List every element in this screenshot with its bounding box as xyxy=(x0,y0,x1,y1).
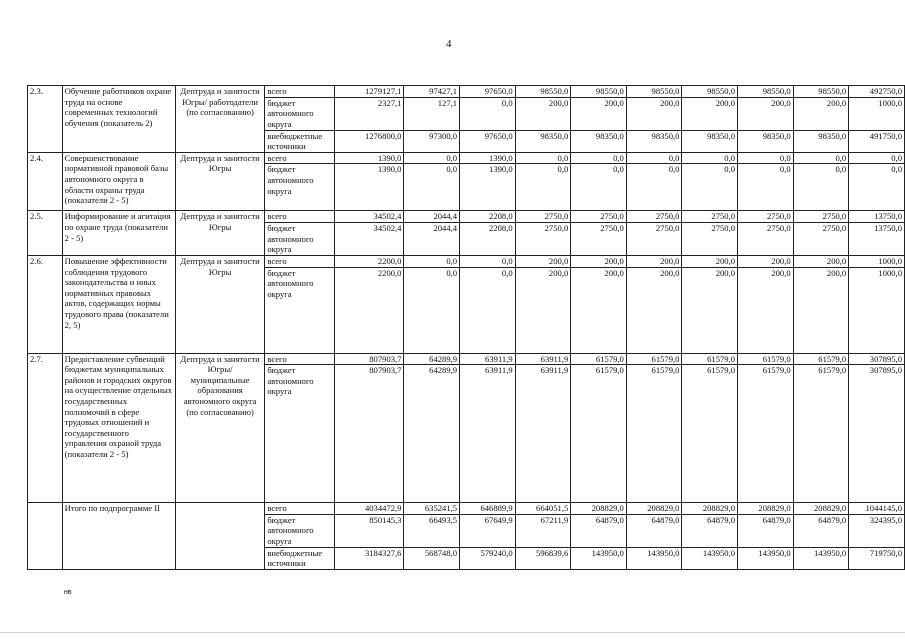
executor: Дептруда и занятости Югры/ муниципальные образования автономного округа (по согласованию) xyxy=(175,353,264,503)
program-table-wrap xyxy=(27,85,905,570)
measure-title: Повышение эффективности соблюдения трудового законодательства и иных нормативных правовых актов, содержащих нормы трудового права (показатели 2, 5) xyxy=(62,255,175,353)
amount-cell: 0,0 xyxy=(404,164,460,211)
funding-source: всего xyxy=(265,255,335,267)
row-number: 2.4. xyxy=(28,152,63,211)
amount-cell: 3184327,6 xyxy=(335,547,404,569)
amount-cell: 63911,9 xyxy=(460,353,516,365)
funding-source: бюджет автономного округа xyxy=(265,164,335,211)
footer-mark: нв xyxy=(64,589,72,596)
amount-cell: 98550,0 xyxy=(626,86,682,98)
amount-cell: 61579,0 xyxy=(626,353,682,365)
amount-cell: 2750,0 xyxy=(738,222,794,255)
amount-cell: 2750,0 xyxy=(626,222,682,255)
executor: Дептруда и занятости Югры xyxy=(175,152,264,211)
executor xyxy=(175,503,264,570)
table-row xyxy=(28,503,905,515)
funding-source: бюджет автономного округа xyxy=(265,365,335,503)
amount-cell: 0,0 xyxy=(682,164,738,211)
amount-cell: 200,0 xyxy=(682,97,738,130)
amount-cell: 97427,1 xyxy=(404,86,460,98)
amount-cell: 324395,0 xyxy=(849,514,905,547)
amount-cell: 143950,0 xyxy=(571,547,627,569)
amount-cell: 200,0 xyxy=(626,97,682,130)
amount-cell: 63911,9 xyxy=(515,365,571,503)
amount-cell: 143950,0 xyxy=(626,547,682,569)
amount-cell: 1000,0 xyxy=(849,267,905,353)
amount-cell: 200,0 xyxy=(515,97,571,130)
amount-cell: 2208,0 xyxy=(460,222,516,255)
row-number: 2.7. xyxy=(28,353,63,503)
amount-cell: 200,0 xyxy=(682,267,738,353)
amount-cell: 0,0 xyxy=(460,97,516,130)
amount-cell: 98350,0 xyxy=(515,130,571,152)
amount-cell: 2327,1 xyxy=(335,97,404,130)
amount-cell: 1390,0 xyxy=(460,152,516,164)
funding-source: бюджет автономного округа xyxy=(265,97,335,130)
amount-cell: 2750,0 xyxy=(571,211,627,223)
amount-cell: 208829,0 xyxy=(571,503,627,515)
amount-cell: 0,0 xyxy=(460,267,516,353)
amount-cell: 200,0 xyxy=(793,255,849,267)
amount-cell: 850145,3 xyxy=(335,514,404,547)
amount-cell: 61579,0 xyxy=(793,365,849,503)
amount-cell: 2750,0 xyxy=(793,211,849,223)
amount-cell: 200,0 xyxy=(515,267,571,353)
funding-source: бюджет автономного округа xyxy=(265,267,335,353)
amount-cell: 719750,0 xyxy=(849,547,905,569)
amount-cell: 64879,0 xyxy=(571,514,627,547)
amount-cell: 64289,9 xyxy=(404,353,460,365)
amount-cell: 34502,4 xyxy=(335,211,404,223)
amount-cell: 0,0 xyxy=(793,152,849,164)
amount-cell: 4034472,9 xyxy=(335,503,404,515)
amount-cell: 0,0 xyxy=(626,152,682,164)
measure-title: Информирование и агитация по охране труда (показатели 2 - 5) xyxy=(62,211,175,256)
amount-cell: 97300,0 xyxy=(404,130,460,152)
amount-cell: 0,0 xyxy=(515,152,571,164)
funding-source: всего xyxy=(265,86,335,98)
amount-cell: 97650,0 xyxy=(460,86,516,98)
amount-cell: 208829,0 xyxy=(682,503,738,515)
amount-cell: 1276800,0 xyxy=(335,130,404,152)
amount-cell: 2200,0 xyxy=(335,255,404,267)
amount-cell: 2750,0 xyxy=(515,211,571,223)
amount-cell: 200,0 xyxy=(626,255,682,267)
amount-cell: 0,0 xyxy=(738,152,794,164)
funding-source: бюджет автономного округа xyxy=(265,514,335,547)
amount-cell: 67211,9 xyxy=(515,514,571,547)
funding-source: всего xyxy=(265,152,335,164)
amount-cell: 64879,0 xyxy=(738,514,794,547)
amount-cell: 492750,0 xyxy=(849,86,905,98)
amount-cell: 64879,0 xyxy=(626,514,682,547)
amount-cell: 61579,0 xyxy=(793,353,849,365)
funding-source: всего xyxy=(265,503,335,515)
amount-cell: 61579,0 xyxy=(738,365,794,503)
amount-cell: 0,0 xyxy=(849,152,905,164)
amount-cell: 2750,0 xyxy=(626,211,682,223)
row-number: 2.3. xyxy=(28,86,63,153)
amount-cell: 2750,0 xyxy=(793,222,849,255)
amount-cell: 64289,9 xyxy=(404,365,460,503)
scan-edge-line xyxy=(0,632,905,633)
amount-cell: 0,0 xyxy=(571,164,627,211)
amount-cell: 0,0 xyxy=(849,164,905,211)
amount-cell: 2750,0 xyxy=(515,222,571,255)
amount-cell: 143950,0 xyxy=(793,547,849,569)
amount-cell: 0,0 xyxy=(404,255,460,267)
amount-cell: 2200,0 xyxy=(335,267,404,353)
table-row xyxy=(28,152,905,164)
amount-cell: 67649,9 xyxy=(460,514,516,547)
funding-source: всего xyxy=(265,211,335,223)
amount-cell: 596839,6 xyxy=(515,547,571,569)
amount-cell: 208829,0 xyxy=(738,503,794,515)
amount-cell: 2208,0 xyxy=(460,211,516,223)
amount-cell: 0,0 xyxy=(682,152,738,164)
amount-cell: 98550,0 xyxy=(682,86,738,98)
amount-cell: 208829,0 xyxy=(626,503,682,515)
amount-cell: 63911,9 xyxy=(460,365,516,503)
amount-cell: 0,0 xyxy=(793,164,849,211)
amount-cell: 98350,0 xyxy=(571,130,627,152)
amount-cell: 98350,0 xyxy=(738,130,794,152)
amount-cell: 1390,0 xyxy=(460,164,516,211)
amount-cell: 579240,0 xyxy=(460,547,516,569)
amount-cell: 98550,0 xyxy=(738,86,794,98)
amount-cell: 491750,0 xyxy=(849,130,905,152)
amount-cell: 127,1 xyxy=(404,97,460,130)
amount-cell: 98550,0 xyxy=(515,86,571,98)
funding-source: всего xyxy=(265,353,335,365)
amount-cell: 0,0 xyxy=(626,164,682,211)
amount-cell: 2044,4 xyxy=(404,222,460,255)
amount-cell: 200,0 xyxy=(571,97,627,130)
amount-cell: 63911,9 xyxy=(515,353,571,365)
amount-cell: 307895,0 xyxy=(849,353,905,365)
amount-cell: 0,0 xyxy=(515,164,571,211)
amount-cell: 1390,0 xyxy=(335,164,404,211)
row-number: 2.5. xyxy=(28,211,63,256)
amount-cell: 807903,7 xyxy=(335,353,404,365)
amount-cell: 307895,0 xyxy=(849,365,905,503)
amount-cell: 1000,0 xyxy=(849,255,905,267)
amount-cell: 635241,5 xyxy=(404,503,460,515)
amount-cell: 200,0 xyxy=(515,255,571,267)
amount-cell: 61579,0 xyxy=(571,353,627,365)
amount-cell: 1000,0 xyxy=(849,97,905,130)
amount-cell: 200,0 xyxy=(682,255,738,267)
program-funding-table xyxy=(27,85,905,570)
amount-cell: 143950,0 xyxy=(738,547,794,569)
amount-cell: 1279127,1 xyxy=(335,86,404,98)
amount-cell: 64879,0 xyxy=(793,514,849,547)
amount-cell: 200,0 xyxy=(738,255,794,267)
page-number: 4 xyxy=(446,38,452,50)
row-number xyxy=(28,503,63,570)
measure-title: Итого по подпрограмме II xyxy=(62,503,175,570)
amount-cell: 0,0 xyxy=(404,152,460,164)
amount-cell: 61579,0 xyxy=(626,365,682,503)
amount-cell: 208829,0 xyxy=(793,503,849,515)
amount-cell: 1044145,0 xyxy=(849,503,905,515)
amount-cell: 200,0 xyxy=(571,267,627,353)
amount-cell: 200,0 xyxy=(738,97,794,130)
amount-cell: 61579,0 xyxy=(682,353,738,365)
amount-cell: 98550,0 xyxy=(571,86,627,98)
amount-cell: 61579,0 xyxy=(571,365,627,503)
amount-cell: 200,0 xyxy=(793,97,849,130)
table-row xyxy=(28,255,905,267)
amount-cell: 2750,0 xyxy=(682,222,738,255)
executor: Дептруда и занятости Югры/ работодатели (по согласованию) xyxy=(175,86,264,153)
amount-cell: 61579,0 xyxy=(738,353,794,365)
amount-cell: 200,0 xyxy=(626,267,682,353)
amount-cell: 2750,0 xyxy=(682,211,738,223)
amount-cell: 0,0 xyxy=(460,255,516,267)
amount-cell: 200,0 xyxy=(738,267,794,353)
row-number: 2.6. xyxy=(28,255,63,353)
amount-cell: 98350,0 xyxy=(682,130,738,152)
amount-cell: 61579,0 xyxy=(682,365,738,503)
amount-cell: 200,0 xyxy=(571,255,627,267)
funding-source: внебюджетные источники xyxy=(265,130,335,152)
amount-cell: 664051,5 xyxy=(515,503,571,515)
amount-cell: 98350,0 xyxy=(626,130,682,152)
funding-source: внебюджетные источники xyxy=(265,547,335,569)
table-row xyxy=(28,353,905,365)
amount-cell: 143950,0 xyxy=(682,547,738,569)
amount-cell: 97650,0 xyxy=(460,130,516,152)
amount-cell: 98350,0 xyxy=(793,130,849,152)
amount-cell: 568748,0 xyxy=(404,547,460,569)
amount-cell: 13750,0 xyxy=(849,211,905,223)
funding-source: бюджет автономного округа xyxy=(265,222,335,255)
measure-title: Обучение работников охране труда на основе современных технологий обучения (показатель 2) xyxy=(62,86,175,153)
amount-cell: 2750,0 xyxy=(738,211,794,223)
amount-cell: 2750,0 xyxy=(571,222,627,255)
measure-title: Совершенствование нормативной правовой базы автономного округа в области охраны труда (показатели 2 - 5) xyxy=(62,152,175,211)
amount-cell: 1390,0 xyxy=(335,152,404,164)
executor: Дептруда и занятости Югры xyxy=(175,255,264,353)
measure-title: Предоставление субвенций бюджетам муниципальных районов и городских округов на осуществление отдельных государственных полномочий в сфере трудовых отношений и государственного управления охраной труда (показатели 2 - 5) xyxy=(62,353,175,503)
amount-cell: 34502,4 xyxy=(335,222,404,255)
amount-cell: 98550,0 xyxy=(793,86,849,98)
amount-cell: 646889,9 xyxy=(460,503,516,515)
amount-cell: 200,0 xyxy=(793,267,849,353)
amount-cell: 0,0 xyxy=(404,267,460,353)
table-body xyxy=(28,86,905,570)
amount-cell: 807903,7 xyxy=(335,365,404,503)
amount-cell: 13750,0 xyxy=(849,222,905,255)
amount-cell: 64879,0 xyxy=(682,514,738,547)
amount-cell: 0,0 xyxy=(738,164,794,211)
table-row xyxy=(28,211,905,223)
amount-cell: 0,0 xyxy=(571,152,627,164)
table-row xyxy=(28,86,905,98)
amount-cell: 2044,4 xyxy=(404,211,460,223)
executor: Дептруда и занятости Югры xyxy=(175,211,264,256)
amount-cell: 66493,5 xyxy=(404,514,460,547)
